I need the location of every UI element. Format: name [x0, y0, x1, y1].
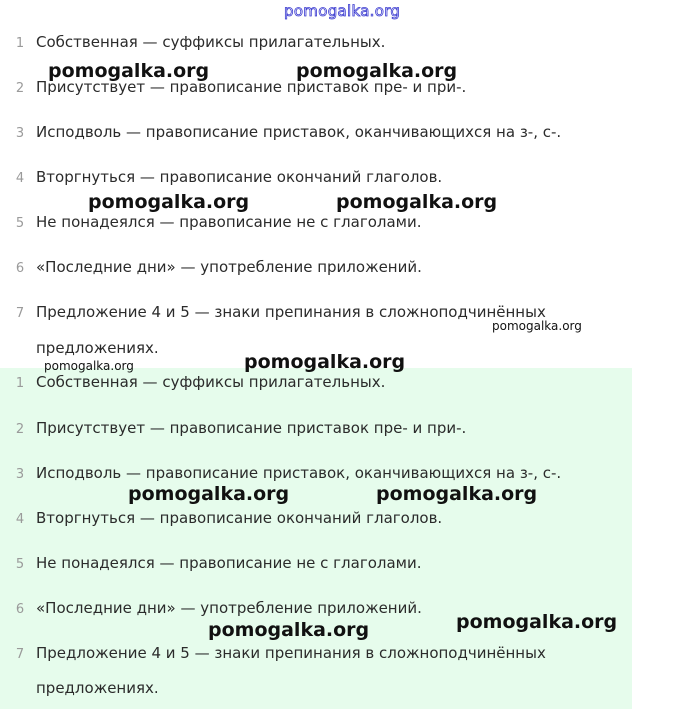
watermark: pomogalka.org	[208, 619, 370, 641]
list-item	[0, 210, 640, 240]
list-item	[0, 30, 640, 60]
list-item	[0, 641, 640, 701]
item-text: Присутствует — правописание приставок пре- и при-.	[36, 419, 467, 437]
watermark: pomogalka.org	[88, 191, 250, 213]
watermark: pomogalka.org	[336, 191, 498, 213]
item-text: Не понадеялся — правописание не с глаголами.	[36, 554, 422, 572]
item-number: 2	[15, 81, 25, 96]
item-text: Исподволь — правописание приставок, оканчивающихся на з-, с-.	[36, 464, 562, 482]
item-number: 4	[15, 512, 25, 527]
watermark: pomogalka.org	[492, 319, 582, 333]
watermark: pomogalka.org	[44, 359, 134, 373]
list-item	[0, 370, 640, 400]
watermark: pomogalka.org	[128, 483, 290, 505]
item-number: 3	[15, 126, 25, 141]
item-text: «Последние дни» — употребление приложений.	[36, 258, 422, 276]
item-text: Вторгнуться — правописание окончаний глаголов.	[36, 168, 443, 186]
item-number: 1	[15, 36, 25, 51]
item-number: 5	[15, 216, 25, 231]
item-text-continuation: предложениях.	[36, 339, 159, 357]
item-text: Предложение 4 и 5 — знаки препинания в сложноподчинённых	[36, 644, 546, 662]
list-item	[0, 416, 640, 446]
watermark: pomogalka.org	[244, 351, 406, 373]
watermark: pomogalka.org	[376, 483, 538, 505]
watermark-top: pomogalka.org	[284, 2, 401, 20]
item-number: 6	[15, 602, 25, 617]
list-item	[0, 506, 640, 536]
list-item	[0, 120, 640, 150]
answer-list	[0, 368, 632, 709]
list-item	[0, 461, 640, 491]
list-item	[0, 255, 640, 285]
item-text: Вторгнуться — правописание окончаний глаголов.	[36, 509, 443, 527]
item-text-continuation: предложениях.	[36, 679, 159, 697]
item-text: Собственная — суффиксы прилагательных.	[36, 33, 386, 51]
watermark: pomogalka.org	[456, 611, 618, 633]
item-text: Присутствует — правописание приставок пре- и при-.	[36, 78, 467, 96]
watermark: pomogalka.org	[296, 60, 458, 82]
watermark: pomogalka.org	[48, 60, 210, 82]
item-number: 6	[15, 261, 25, 276]
item-number: 2	[15, 422, 25, 437]
item-number: 1	[15, 376, 25, 391]
item-text: Предложение 4 и 5 — знаки препинания в сложноподчинённых	[36, 303, 546, 321]
item-text: «Последние дни» — употребление приложений.	[36, 599, 422, 617]
item-text: Собственная — суффиксы прилагательных.	[36, 373, 386, 391]
item-text: Не понадеялся — правописание не с глаголами.	[36, 213, 422, 231]
item-text: Исподволь — правописание приставок, оканчивающихся на з-, с-.	[36, 123, 562, 141]
item-number: 4	[15, 171, 25, 186]
item-number: 3	[15, 467, 25, 482]
item-number: 7	[15, 647, 25, 662]
item-number: 7	[15, 306, 25, 321]
list-item	[0, 551, 640, 581]
item-number: 5	[15, 557, 25, 572]
